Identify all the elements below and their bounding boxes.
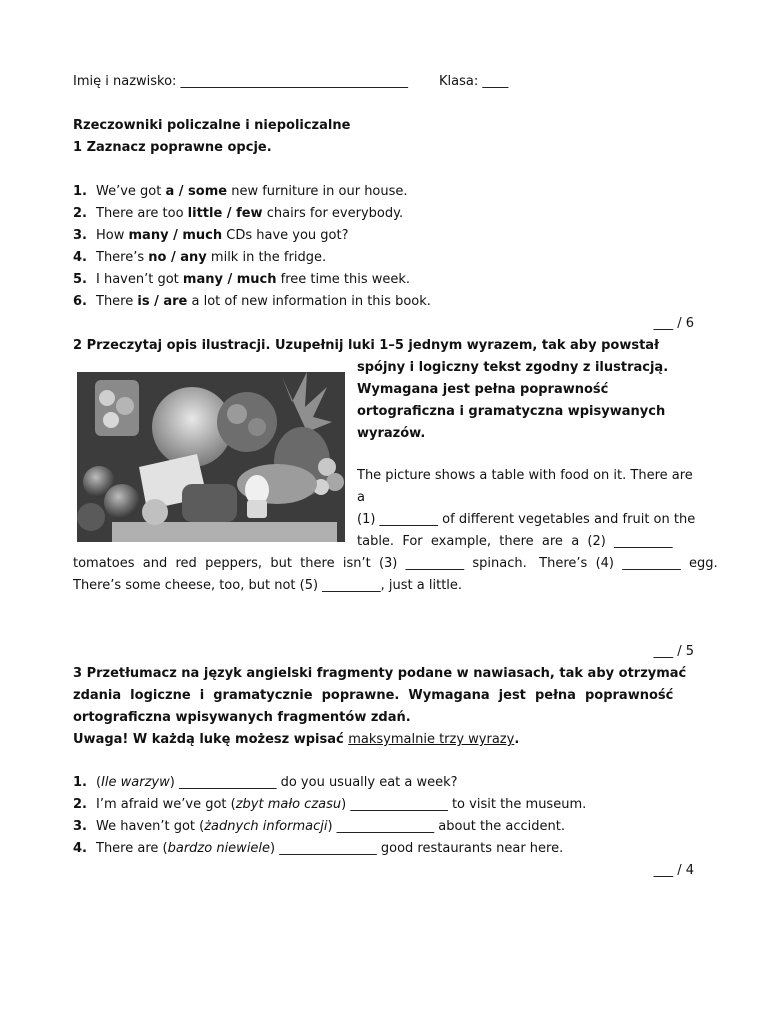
exercise-3-item bbox=[73, 797, 586, 813]
item-polish-phrase: Ile warzyw bbox=[101, 775, 170, 790]
item-options: a / some bbox=[165, 184, 228, 199]
item-text-post: new furniture in our house. bbox=[227, 184, 408, 199]
item-text-pre: There’s bbox=[96, 250, 149, 265]
item-polish-phrase: bardzo niewiele bbox=[167, 841, 271, 856]
exercise-2-text-line: table. For example, there are a (2) _________ bbox=[357, 534, 673, 549]
item-number: 2. bbox=[73, 206, 87, 221]
exercise-3-title: zdania logiczne i gramatycznie poprawne. Wymagana jest pełna poprawność bbox=[73, 688, 674, 703]
note-text: Uwaga! W każdą lukę możesz wpisać bbox=[73, 732, 349, 747]
item-options: many / much bbox=[182, 272, 277, 287]
item-polish-phrase: zbyt mało czasu bbox=[235, 797, 342, 812]
exercise-1-item bbox=[73, 184, 408, 200]
item-text-pre: There are too bbox=[96, 206, 188, 221]
item-number: 3. bbox=[73, 819, 87, 834]
item-text-pre: There bbox=[96, 294, 138, 309]
topic-heading: Rzeczowniki policzalne i niepoliczalne bbox=[73, 118, 351, 133]
item-text-post: a lot of new information in this book. bbox=[187, 294, 431, 309]
class-field-label: Klasa: ____ bbox=[439, 74, 509, 89]
item-text-pre: ( bbox=[96, 775, 102, 790]
item-text-post: free time this week. bbox=[276, 272, 411, 287]
name-field-label: Imię i nazwisko: ___________________________________ bbox=[73, 74, 409, 89]
exercise-2-title-cont: Wymagana jest pełna poprawność bbox=[357, 382, 609, 397]
exercise-2-text-line: (1) _________ of different vegetables and fruit on the bbox=[357, 512, 696, 527]
item-number: 1. bbox=[73, 775, 87, 790]
exercise-1-item bbox=[73, 250, 326, 266]
item-options: is / are bbox=[137, 294, 188, 309]
item-options: many / much bbox=[128, 228, 223, 243]
exercise-3-note bbox=[73, 732, 519, 748]
item-text-pre: I haven’t got bbox=[96, 272, 183, 287]
exercise-2-title: 2 Przeczytaj opis ilustracji. Uzupełnij luki 1–5 jednym wyrazem, tak aby powstał bbox=[73, 338, 659, 353]
item-number: 6. bbox=[73, 294, 87, 309]
food-table-photo bbox=[77, 372, 345, 542]
exercise-2-title-cont: ortograficzna i gramatyczna wpisywanych bbox=[357, 404, 666, 419]
exercise-3-score: ___ / 4 bbox=[653, 863, 694, 878]
exercise-3-item bbox=[73, 775, 458, 791]
item-number: 3. bbox=[73, 228, 87, 243]
exercise-3-title: 3 Przetłumacz na język angielski fragmenty podane w nawiasach, tak aby otrzymać bbox=[73, 666, 687, 681]
exercise-1-item bbox=[73, 294, 431, 310]
item-number: 2. bbox=[73, 797, 87, 812]
item-text-post: ) _______________ about the accident. bbox=[327, 819, 566, 834]
item-number: 4. bbox=[73, 841, 87, 856]
item-text-pre: I’m afraid we’ve got ( bbox=[96, 797, 236, 812]
item-text-post: CDs have you got? bbox=[222, 228, 349, 243]
note-end: . bbox=[514, 732, 520, 747]
item-text-post: ) _______________ to visit the museum. bbox=[341, 797, 587, 812]
exercise-3-item bbox=[73, 819, 565, 835]
item-text-pre: There are ( bbox=[96, 841, 168, 856]
item-options: little / few bbox=[187, 206, 263, 221]
item-text-pre: We’ve got bbox=[96, 184, 166, 199]
exercise-2-text-line: The picture shows a table with food on it. There are bbox=[357, 468, 693, 483]
exercise-1-title: 1 Zaznacz poprawne opcje. bbox=[73, 140, 272, 155]
exercise-1-score: ___ / 6 bbox=[653, 316, 694, 331]
item-options: no / any bbox=[148, 250, 207, 265]
exercise-2-title-cont: wyrazów. bbox=[357, 426, 426, 441]
item-text-post: milk in the fridge. bbox=[206, 250, 327, 265]
exercise-2-score: ___ / 5 bbox=[653, 644, 694, 659]
item-number: 4. bbox=[73, 250, 87, 265]
item-text-pre: We haven’t got ( bbox=[96, 819, 205, 834]
note-underlined: maksymalnie trzy wyrazy bbox=[348, 732, 515, 747]
item-number: 5. bbox=[73, 272, 87, 287]
exercise-2-text-line: There’s some cheese, too, but not (5) _________, just a little. bbox=[73, 578, 463, 593]
exercise-1-item bbox=[73, 228, 349, 244]
item-text-post: chairs for everybody. bbox=[262, 206, 404, 221]
exercise-1-item bbox=[73, 206, 403, 222]
exercise-2-title-cont: spójny i logiczny tekst zgodny z ilustracją. bbox=[357, 360, 669, 375]
exercise-2-text-line: tomatoes and red peppers, but there isn’t (3) _________ spinach. There’s (4) _________ egg. bbox=[73, 556, 718, 571]
exercise-3-item bbox=[73, 841, 563, 857]
item-text-post: ) _______________ good restaurants near here. bbox=[270, 841, 564, 856]
exercise-2-text-line: a bbox=[357, 490, 365, 505]
item-polish-phrase: żadnych informacji bbox=[204, 819, 328, 834]
exercise-1-item bbox=[73, 272, 410, 288]
item-text-pre: How bbox=[96, 228, 129, 243]
exercise-3-title: ortograficzna wpisywanych fragmentów zdań. bbox=[73, 710, 411, 725]
item-number: 1. bbox=[73, 184, 87, 199]
item-text-post: ) _______________ do you usually eat a week? bbox=[169, 775, 458, 790]
